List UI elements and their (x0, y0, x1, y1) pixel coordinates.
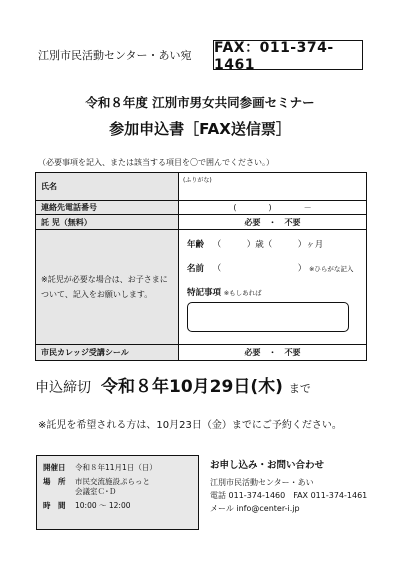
event-info-box (36, 455, 199, 530)
childcare-note-line2: ついて、記入をお願いします。 (41, 290, 153, 299)
form-title: 参加申込書［FAX送信票］ (109, 120, 291, 138)
event-time-key: 時 間 (43, 501, 66, 511)
citizen-college-options[interactable]: 必要 ・ 不要 (179, 345, 367, 361)
contact-phones: 電話 011-374-1460 FAX 011-374-1461 (210, 490, 368, 500)
age-label: 年齢 (187, 240, 205, 250)
deadline-label: 申込締切 (35, 380, 91, 396)
recipient-label: 江別市民活動センター・あい宛 (38, 49, 192, 62)
childcare-note-line1: ※託児が必要な場合は、お子さまに (41, 274, 168, 284)
remarks-input-box[interactable] (187, 302, 349, 332)
contact-email: メール info@center-i.jp (210, 503, 300, 513)
childcare-options[interactable]: 必要 ・ 不要 (179, 215, 367, 230)
citizen-college-label: 市民カレッジ受講シール (36, 345, 179, 361)
furigana-label: (ふりがな) (183, 177, 212, 184)
event-date-key: 開催日 (43, 463, 66, 472)
remarks-label: 特記事項 (187, 288, 222, 298)
deadline-tail: まで (288, 382, 311, 395)
remarks-note: ※もしあれば (223, 289, 262, 297)
deadline-date: 令和８年10月29日(木) (101, 377, 283, 397)
contact-heading: お申し込み・お問い合わせ (210, 460, 325, 471)
phone-label: 連絡先電話番号 (36, 201, 179, 215)
childcare-label: 託 児（無料） (36, 215, 179, 230)
name-label: 氏名 (36, 173, 179, 201)
hiragana-note: ※ひらがな記入 (308, 265, 354, 273)
child-info-cell (179, 230, 367, 345)
event-place-value-2: 会議室Ｃ･Ｄ (75, 486, 117, 496)
childcare-note (36, 230, 179, 345)
event-place-key: 場 所 (43, 477, 66, 487)
child-name-label: 名前 (187, 264, 205, 274)
application-form-table (35, 172, 367, 361)
name-field[interactable] (179, 173, 367, 201)
event-place-value-1: 市民交流施設ぷらっと (75, 477, 150, 487)
child-age-row[interactable] (187, 238, 323, 250)
phone-field[interactable]: ( ) － (179, 201, 367, 215)
fax-number-box: FAX：011-374-1461 (213, 40, 363, 70)
seminar-title: 令和８年度 江別市男女共同参画セミナー (85, 95, 315, 110)
age-field[interactable]: （ ）歳（ ）ヶ月 (212, 240, 324, 250)
event-time-value: 10:00 ～ 12:00 (75, 501, 131, 511)
event-date-value: 令和８年11月1日（日） (75, 463, 157, 472)
remarks-row (187, 286, 262, 298)
deadline-line (35, 372, 311, 397)
instruction-text: （必要事項を記入、または該当する項目を〇で囲んでください。） (38, 158, 274, 167)
child-name-row[interactable] (187, 262, 353, 274)
childcare-reservation-note: ※託児を希望される方は、10月23日（金）までにご予約ください。 (38, 420, 342, 431)
child-name-field[interactable]: （ ） (212, 264, 307, 274)
contact-org: 江別市民活動センター・あい (210, 478, 314, 488)
contact-block (210, 458, 367, 516)
